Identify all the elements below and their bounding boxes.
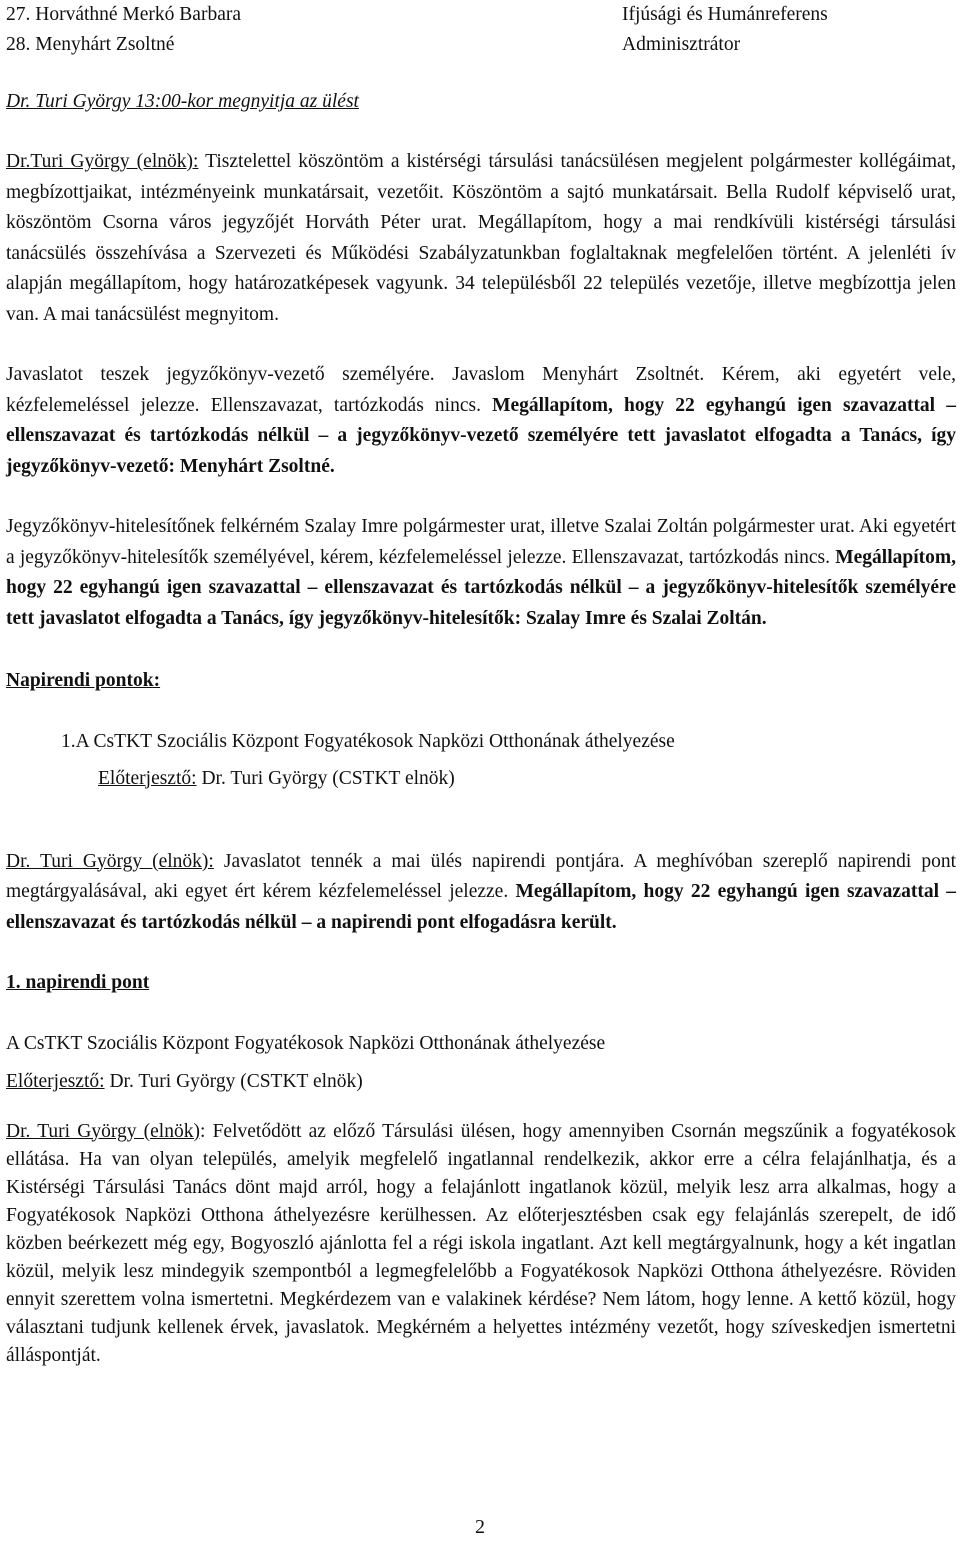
attendee-name: 28. Menyhárt Zsoltné	[6, 34, 175, 55]
document-page	[6, 0, 956, 1370]
presenter-name: Dr. Turi György (CSTKT elnök)	[104, 1071, 363, 1092]
speaker-label: Dr. Turi György (elnök)	[6, 1120, 200, 1142]
attendee-row	[6, 0, 956, 30]
resolution-text: Megállapítom, hogy 22 egyhangú igen szavazattal – ellenszavazat és tartózkodás nélkül – a jegyzőkönyv-vezető személyére tett javaslatot elfogadta a Tanács, így jegyzőkönyv-vezető: Menyhárt Zsoltné.	[6, 394, 956, 477]
presenter-label: Előterjesztő:	[6, 1071, 105, 1092]
paragraph-minutes-keeper	[6, 360, 956, 482]
paragraph-text: Tisztelettel köszöntöm a kistérségi társulási tanácsülésen megjelent polgármester kollégáimat, megbízottjaikat, intézményeink munkatársait, vezetőit. Köszöntöm a sajtó munkatársait. Bella Rudolf képviselő urat, köszöntöm Csorna város jegyzőjét Horváth Péter urat. Megállapítom, hogy a mai rendkívüli kistérségi társulási tanácsülés összehívása a Szervezeti és Működési Szabályzatunkban foglaltaknak megfelelően történt. A jelenléti ív alapján megállapítom, hogy határozatképesek vagyunk. 34 településből 22 település vezetője, illetve megbízottja jelen van. A mai tanácsülést megnyitom.	[6, 151, 956, 325]
presenter-name: Dr. Turi György (CSTKT elnök)	[196, 767, 455, 789]
section-heading	[6, 968, 956, 999]
page-number: 2	[475, 1516, 485, 1538]
opening-text: Dr. Turi György 13:00-kor megnyitja az ülést	[6, 91, 359, 112]
section-title: A CsTKT Szociális Központ Fogyatékosok Napközi Otthonának áthelyezése	[6, 1032, 606, 1054]
speaker-label: Dr. Turi György (elnök):	[6, 850, 214, 872]
paragraph-welcome	[6, 147, 956, 330]
attendee-list	[6, 0, 956, 60]
agenda-item: 1.A CsTKT Szociális Központ Fogyatékosok Napközi Otthonának áthelyezése	[61, 730, 675, 752]
speaker-label: Dr.Turi György (elnök):	[6, 151, 199, 172]
opening-statement	[6, 87, 956, 117]
paragraph-text: Jegyzőkönyv-hitelesítőnek felkérném Szalay Imre polgármester urat, illetve Szalai Zoltán polgármester urat. Aki egyetért a jegyzőkönyv-hitelesítők személyével, kérem, kézfelemeléssel jelezze. Ellenszavazat, tartózkodás nincs.	[6, 516, 956, 568]
attendee-name: 27. Horváthné Merkó Barbara	[6, 4, 241, 25]
agenda-heading-text: Napirendi pontok:	[6, 670, 161, 691]
attendee-role: Ifjúsági és Humánreferens	[622, 4, 828, 25]
resolution-text: Megállapítom, hogy 22 egyhangú igen szavazattal – ellenszavazat és tartózkodás nélkül – a jegyzőkönyv-hitelesítők személyére tett javaslatot elfogadta a Tanács, így jegyzőkönyv-hitelesítők: Szalay Imre és Szalai Zoltán.	[6, 546, 956, 629]
paragraph-authenticators	[6, 512, 956, 634]
presenter-label: Előterjesztő:	[98, 767, 197, 789]
paragraph-text: : Felvetődött az előző Társulási ülésen, hogy amennyiben Csornán megszűnik a fogyatékosok ellátása. Ha van olyan település, amelyik megfelelő ingatlannal rendelkezik, akkor erre a célra felajánlhatja, és a Kistérségi Társulási Tanács dönt majd arról, hogy a felajánlott ingatlanok közül, melyik lesz arra alkalmas, hogy a Fogyatékosok Napközi Otthona áthelyezésre kerülhessen. Az előterjesztésben csak egy felajánlás szerepelt, de idő közben beérkezett még egy, Bogyoszló ajánlotta fel a régi iskola ingatlant. Azt kell megtárgyalnunk, hogy a két ingatlan közül, melyik lesz mindegyik szempontból a legmegfelelőbb a Fogyatékosok Napközi Otthona áthelyezésre. Röviden ennyit szerettem volna ismertetni. Megkérdezem van e valakinek kérdése? Nem látom, hogy lenne. A kettő közül, hogy választani tudjunk kellenek érvek, javaslatok. Megkérném a helyettes intézmény vezetőt, hogy szíveskedjen ismertetni álláspontját.	[6, 1120, 957, 1366]
section-presenter	[6, 1067, 956, 1098]
section-heading-text: 1. napirendi pont	[6, 972, 150, 993]
resolution-text: Megállapítom, hogy 22 egyhangú igen szavazattal – ellenszavazat és tartózkodás nélkül – a napirendi pont elfogadásra került.	[6, 881, 956, 933]
paragraph-text: Javaslatot tennék a mai ülés napirendi pontjára. A meghívóban szereplő napirendi pont megtárgyalásával, aki egyet ért kérem kézfelemeléssel jelezze.	[6, 850, 956, 902]
agenda-presenter	[98, 760, 956, 797]
paragraph-agenda-vote	[6, 847, 956, 939]
attendee-role: Adminisztrátor	[622, 34, 741, 55]
attendee-row	[6, 30, 956, 60]
paragraph-discussion	[6, 1118, 956, 1370]
agenda-heading	[6, 666, 956, 697]
paragraph-text: Javaslatot teszek jegyzőkönyv-vezető személyére. Javaslom Menyhárt Zsoltnét. Kérem, aki egyetért vele, kézfelemeléssel jelezze. Ellenszavazat, tartózkodás nincs.	[6, 364, 956, 416]
